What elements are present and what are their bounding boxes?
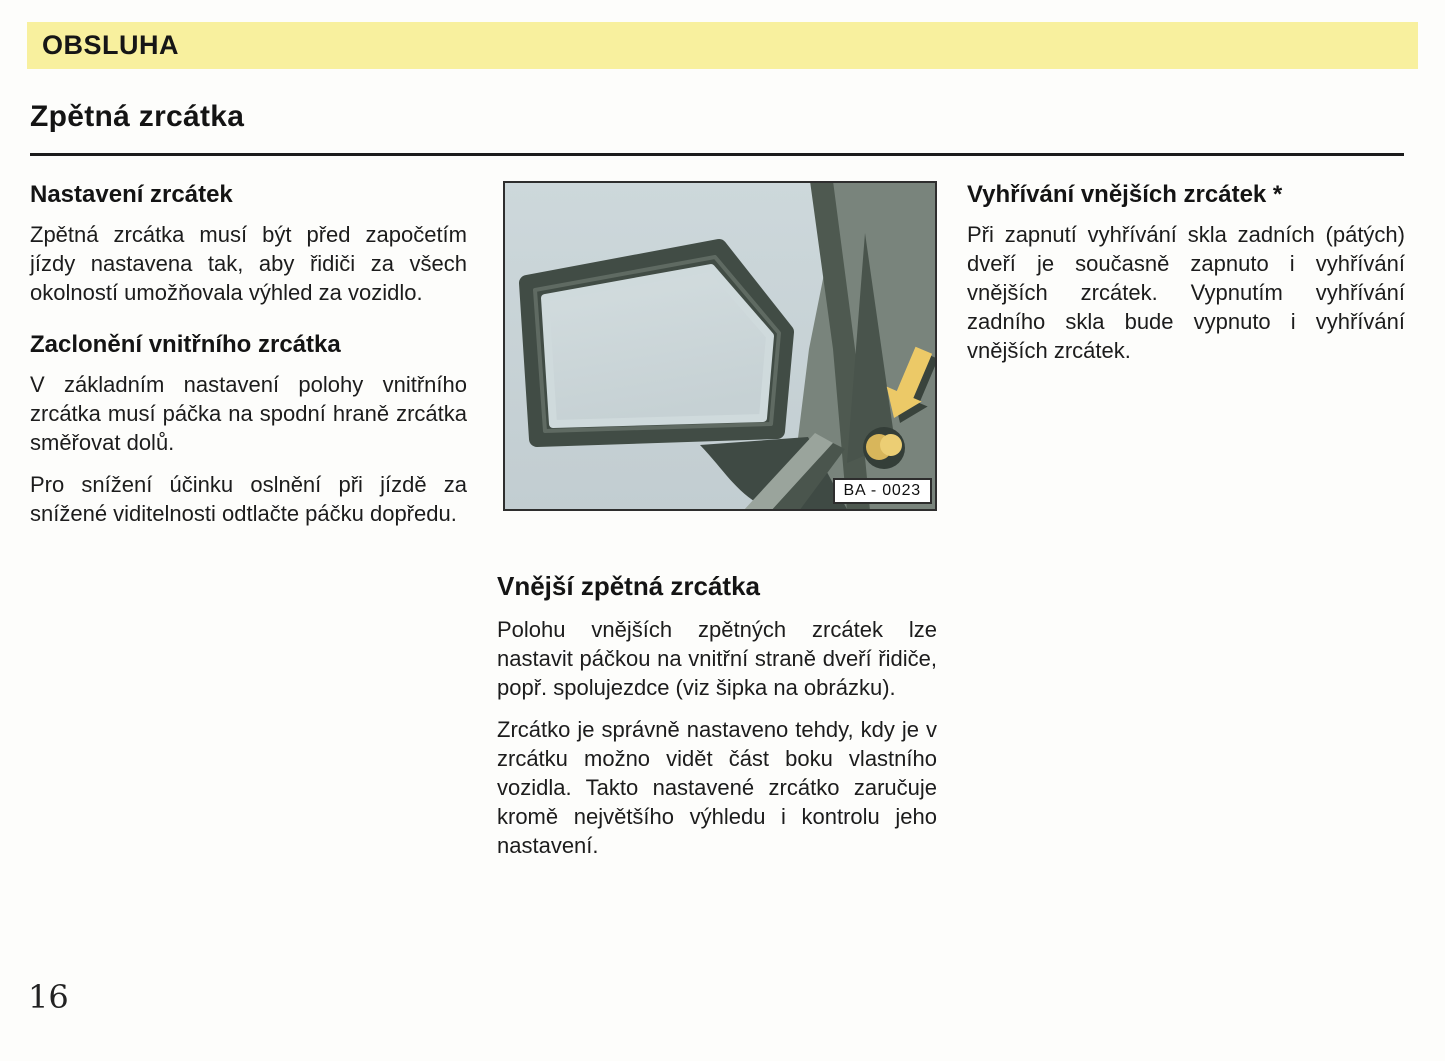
paragraph: Polohu vnějších zpětných zrcátek lze nastavit páčkou na vnitřní straně dveří řidiče, popř. spolujezdce (viz šipka na obrázku). [497, 617, 937, 700]
paragraph: V základním nastavení polohy vnitřního zrcátka musí páčka na spodní hraně zrcátka směřovat dolů. [30, 372, 467, 455]
section-mirror-adjustment [30, 181, 467, 307]
title-divider [30, 153, 1404, 156]
section-mirror-heating [967, 181, 1405, 365]
section-interior-mirror-dimming [30, 331, 467, 528]
left-column [30, 181, 467, 541]
paragraph: Zpětná zrcátka musí být před započetím jízdy nastavena tak, aby řidiči za všech okolností umožňovala výhled za vozidlo. [30, 222, 467, 305]
right-column [967, 181, 1405, 378]
adjustment-knob [863, 427, 905, 469]
section-heading: Zaclonění vnitřního zrcátka [30, 331, 341, 358]
page-title: Zpětná zrcátka [30, 100, 245, 133]
paragraph: Pro snížení účinku oslnění při jízdě za snížené viditelnosti odtlačte páčku dopředu. [30, 472, 467, 526]
paragraph: Zrcátko je správně nastaveno tehdy, kdy je v zrcátku možno vidět část boku vlastního vozidla. Takto nastavené zrcátko zaručuje kromě největšího výhledu i kontrolu jeho nastavení. [497, 717, 937, 858]
section-heading: Vyhřívání vnějších zrcátek * [967, 181, 1283, 208]
mirror-illustration-figure [503, 181, 937, 511]
figure-reference-code: BA - 0023 [833, 478, 932, 504]
section-heading: Vnější zpětná zrcátka [497, 571, 760, 601]
paragraph: Při zapnutí vyhřívání skla zadních (pátých) dveří je současně zapnuto i vyhřívání vnějších zrcátek. Vypnutím vyhřívání zadního skla bude vypnuto i vyhřívání vnějších zrcátek. [967, 222, 1405, 363]
mirror-illustration [503, 181, 937, 511]
chapter-header-bar [27, 22, 1418, 69]
section-exterior-mirrors [497, 571, 937, 860]
side-mirror [527, 247, 786, 439]
middle-column [497, 181, 937, 873]
section-heading: Nastavení zrcátek [30, 181, 233, 208]
chapter-title: OBSLUHA [42, 30, 179, 60]
page-number: 16 [28, 978, 69, 1016]
mirror-glass [545, 268, 770, 424]
